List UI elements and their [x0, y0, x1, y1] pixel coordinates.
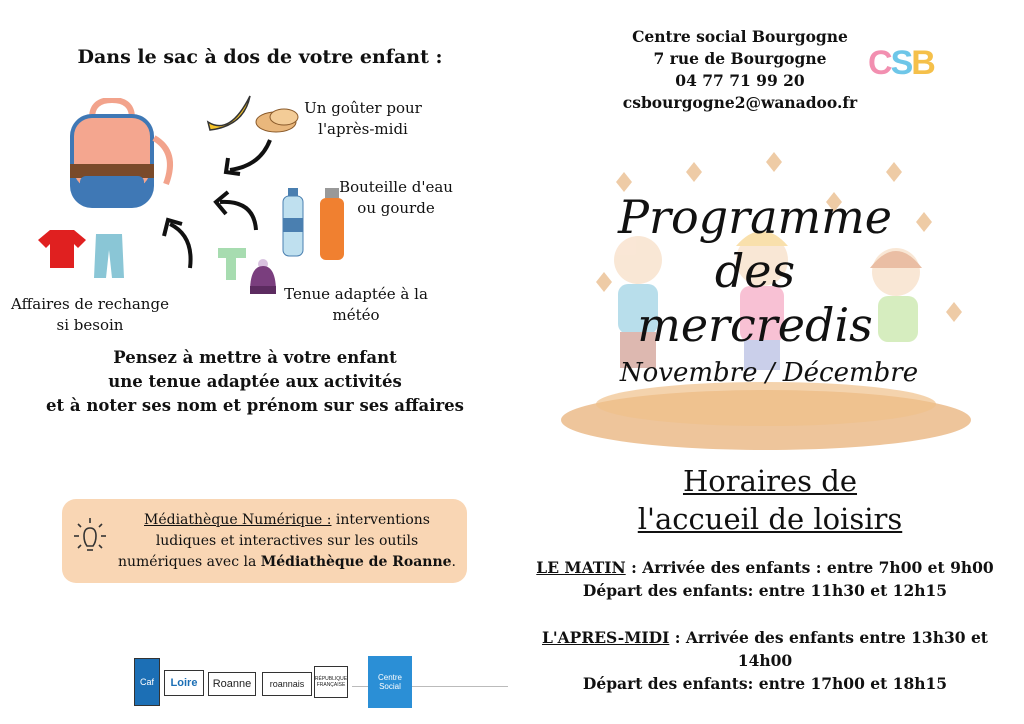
afternoon-label: L'APRES-MIDI [542, 628, 670, 647]
backpack-title: Dans le sac à dos de votre enfant : [77, 46, 443, 68]
centre-phone: 04 77 71 99 20 [675, 71, 805, 90]
snack-label: Un goûter pour l'après-midi [304, 99, 422, 138]
schedule [530, 556, 1000, 695]
afternoon-departure: Départ des enfants: entre 17h00 et 18h15 [582, 674, 948, 693]
media-end: . [451, 554, 456, 570]
change-label: Affaires de rechange si besoin [11, 295, 169, 334]
media-name: Médiathèque de Roanne [260, 554, 452, 570]
hours-heading-line-2: l'accueil de loisirs [637, 502, 903, 536]
media-description: interventions ludiques et interactives sur les outils numériques avec la [118, 512, 430, 570]
program-title-line-1: Programme [618, 190, 892, 244]
contact-block [610, 26, 870, 114]
hours-heading-line-1: Horaires de [682, 464, 858, 498]
arrow-icon-3 [160, 214, 200, 272]
cookie-icon [254, 104, 302, 134]
advice-line-3: et à noter ses nom et prénom sur ses affaires [46, 396, 464, 415]
program-subtitle: Novembre / Décembre [619, 358, 919, 388]
arrow-icon [220, 136, 276, 178]
banana-icon [204, 92, 256, 138]
partner-logos [130, 654, 510, 710]
morning-arrival-text: : Arrivée des enfants : entre 7h00 et 9h00 [625, 558, 994, 577]
backpack-icon [62, 98, 182, 214]
media-label: Médiathèque Numérique : [144, 512, 332, 528]
program-title [610, 190, 900, 352]
water-bottle-icon [280, 188, 306, 258]
afternoon-arrival [530, 626, 1000, 672]
pants-icon [92, 232, 126, 280]
centre-address: 7 rue de Bourgogne [653, 49, 827, 68]
hours-heading [600, 462, 940, 538]
loire-logo: Loire [164, 670, 204, 696]
afternoon-arrival-text: : Arrivée des enfants entre 13h30 et 14h00 [669, 628, 988, 670]
weather-label: Tenue adaptée à la météo [284, 285, 428, 324]
scarf-icon [214, 244, 250, 284]
tshirt-icon [36, 226, 88, 270]
roannais-logo: roannais [262, 672, 312, 696]
centre-email: csbourgogne2@wanadoo.fr [622, 93, 858, 112]
lightbulb-icon [68, 514, 112, 568]
bottle-label: Bouteille d'eau ou gourde [339, 178, 453, 217]
arrow-icon-2 [210, 190, 264, 236]
morning-departure: Départ des enfants: entre 11h30 et 12h15 [582, 581, 948, 600]
csb-logo: CSB [868, 44, 934, 82]
roanne-logo: Roanne [208, 672, 256, 696]
media-text [112, 510, 462, 573]
centre-social-logo: Centre Social [368, 656, 412, 708]
republique-logo: RÉPUBLIQUE FRANÇAISE [314, 666, 348, 698]
morning-arrival [530, 556, 1000, 579]
advice-line-2: une tenue adaptée aux activités [108, 372, 402, 391]
program-title-line-2: des mercredis [637, 244, 873, 352]
advice-line-1: Pensez à mettre à votre enfant [113, 348, 397, 367]
morning-label: LE MATIN [536, 558, 626, 577]
caf-logo: Caf [134, 658, 160, 706]
centre-name: Centre social Bourgogne [632, 27, 848, 46]
beanie-icon [248, 258, 278, 298]
advice-text [40, 346, 470, 418]
